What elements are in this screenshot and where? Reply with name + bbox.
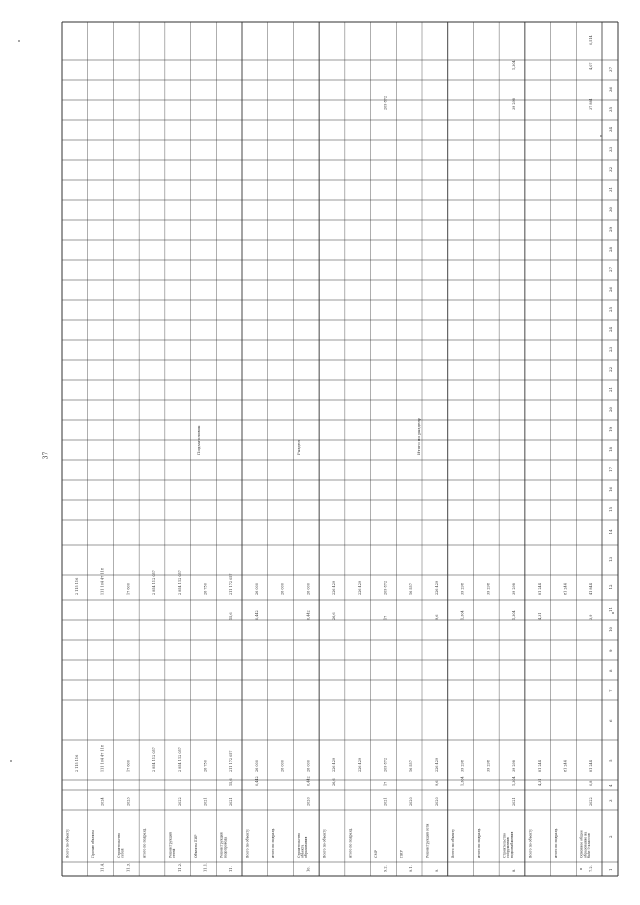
- row-name: объекта: [300, 844, 305, 858]
- row-name: сетей: [120, 848, 125, 858]
- row-number: 10.: [306, 866, 311, 872]
- column-number: 3: [608, 799, 613, 802]
- column-number: 16: [608, 486, 613, 492]
- row-name: ПИР: [399, 850, 404, 858]
- row-number: 7.2.: [589, 865, 594, 872]
- row-value-d: 2 854 112 057: [177, 570, 182, 595]
- row-value-a: 15,6: [229, 778, 234, 786]
- column-number: 34: [608, 126, 613, 132]
- row-name: сетей: [171, 848, 176, 858]
- row-year: 2023: [126, 797, 131, 806]
- page-number: 37: [42, 451, 50, 460]
- row-value-b: 2 115 116: [74, 754, 79, 772]
- row-name: Всего по объекту: [528, 828, 533, 858]
- row-value-d: 111 104 47 118: [100, 568, 105, 595]
- row-value-a: 17: [383, 781, 388, 786]
- row-year: 2020: [306, 797, 311, 806]
- column-number: 29: [608, 226, 613, 232]
- row-number: 9.2.: [383, 865, 388, 872]
- row-name: водопровода: [223, 836, 228, 858]
- row-value-a: 1,304: [512, 776, 517, 786]
- column-number: 20: [608, 406, 613, 412]
- row-value-d: 17 600: [126, 583, 131, 595]
- row-year: 2021: [203, 797, 208, 806]
- section-label: Подзаголовок: [196, 425, 201, 455]
- row-value-b: 111 104 47 118: [100, 745, 105, 772]
- row-value-right2: 4,07: [589, 62, 594, 70]
- row-value-d: 39 298: [460, 583, 465, 595]
- row-value-right1: 39 298: [512, 98, 517, 110]
- column-number: 1: [608, 868, 613, 871]
- row-year: 2020: [434, 797, 439, 806]
- row-number: 9.: [434, 868, 439, 872]
- row-value-b: 16 557: [409, 760, 414, 772]
- row-name: Всего по объекту: [451, 828, 456, 858]
- column-number: 6: [608, 719, 613, 722]
- row-year: 2024: [100, 797, 105, 806]
- row-value-c: 0,442: [254, 610, 259, 620]
- row-name: Всего по объекту: [65, 828, 70, 858]
- column-number: 31: [608, 186, 613, 192]
- row-name: базе 9 классов: [586, 833, 591, 858]
- row-number: 11.3.: [126, 862, 131, 872]
- row-value-a: 1,304: [460, 776, 465, 786]
- scan-speck: [580, 868, 582, 870]
- column-number: 4: [608, 784, 613, 787]
- column-number: 8: [608, 669, 613, 672]
- scan-speck: [10, 760, 12, 762]
- row-value-right2: 1,304: [512, 60, 517, 70]
- row-name: Основное общее: [579, 830, 584, 858]
- column-number: 14: [608, 529, 613, 535]
- row-value-c: 1,304: [460, 610, 465, 620]
- row-value-right3: 0,514: [589, 35, 594, 45]
- column-number: 7: [608, 689, 613, 692]
- row-number: 8.: [512, 868, 517, 872]
- row-value-a: 0,8: [589, 780, 594, 786]
- column-number: 11: [608, 606, 613, 612]
- row-name: Строительство: [116, 833, 121, 858]
- row-value-b: 39 298: [512, 760, 517, 772]
- column-number: 19: [608, 426, 613, 432]
- row-value-d: 16 557: [409, 583, 414, 595]
- row-name: итого по подразд.: [476, 827, 481, 858]
- row-year: 2021: [383, 797, 388, 806]
- row-value-b: 39 298: [486, 760, 491, 772]
- column-number: 27: [608, 266, 613, 272]
- row-value-d: 81 244: [563, 583, 568, 595]
- row-value-b: 2 854 112 057: [152, 747, 157, 772]
- column-number: 2: [608, 835, 613, 838]
- row-name: итого по подразд.: [348, 827, 353, 858]
- column-number: 33: [608, 146, 613, 152]
- row-name: Строительство: [296, 833, 301, 858]
- row-value-b: 81 244: [589, 760, 594, 772]
- row-value-c: 17: [383, 615, 388, 620]
- row-number: 11.2.: [177, 862, 182, 872]
- row-name: водоснабжения: [509, 831, 514, 858]
- column-number: 37: [608, 66, 613, 72]
- row-value-b: 17 600: [126, 760, 131, 772]
- column-number: 9: [608, 649, 613, 652]
- column-number: 5: [608, 759, 613, 762]
- row-value-c: 4,31: [537, 612, 542, 620]
- row-value-d: 226 429: [357, 580, 362, 595]
- row-value-d: 26 000: [254, 583, 259, 595]
- row-value-a: 0,442: [306, 776, 311, 786]
- column-number: 28: [608, 246, 613, 252]
- row-value-c: 9,6: [434, 614, 439, 620]
- column-number: 23: [608, 346, 613, 352]
- row-value-a: 4,31: [537, 778, 542, 786]
- row-name: Всего по объекту: [245, 828, 250, 858]
- row-value-d: 39 298: [512, 583, 517, 595]
- row-value-d: 211 172 057: [229, 573, 234, 595]
- row-value-b: 39 298: [460, 760, 465, 772]
- row-value-b: 81 244: [537, 760, 542, 772]
- scan-speck: [18, 40, 20, 42]
- row-value-right1: 37 881: [589, 98, 594, 110]
- row-value-a: 9,6: [434, 780, 439, 786]
- row-value-d: 226 429: [332, 580, 337, 595]
- row-value-d: 41 844: [589, 583, 594, 595]
- section-label: Раздел: [296, 440, 301, 455]
- column-number: 25: [608, 306, 613, 312]
- row-value-b: 26 000: [254, 760, 259, 772]
- row-value-b: 209 872: [383, 757, 388, 772]
- row-name: итого по подразд.: [271, 827, 276, 858]
- row-value-c: 1,304: [512, 610, 517, 620]
- row-value-b: 81 244: [563, 760, 568, 772]
- row-name: итого по подразд.: [554, 827, 558, 858]
- row-name: Реконструкция: [219, 832, 224, 858]
- row-value-a: 26,6: [332, 778, 337, 786]
- column-number: 21: [608, 386, 613, 392]
- row-name: итого по подразд.: [142, 827, 147, 858]
- row-value-d: 226 429: [434, 580, 439, 595]
- row-name: Реконструкция сети: [425, 823, 430, 858]
- row-name: Строительство: [502, 833, 507, 858]
- column-number: 36: [608, 86, 613, 92]
- row-value-right1: 209 872: [383, 95, 388, 110]
- row-value-b: 26 000: [280, 760, 285, 772]
- section-label: Итого по разделу: [416, 417, 421, 455]
- row-value-d: 39 298: [486, 583, 491, 595]
- column-number: 13: [608, 556, 613, 562]
- column-number: 30: [608, 206, 613, 212]
- row-year: 2020: [409, 797, 414, 806]
- row-value-c: 0,442: [306, 610, 311, 620]
- row-value-b: 226 429: [434, 757, 439, 772]
- row-name: Прочие объекты: [91, 830, 96, 858]
- row-name: образования: [304, 836, 309, 858]
- row-value-d: 26 000: [306, 583, 311, 595]
- row-value-c: 26,6: [332, 612, 337, 620]
- row-value-b: 226 429: [357, 757, 362, 772]
- column-number: 24: [608, 326, 613, 332]
- row-year: 2022: [177, 797, 182, 806]
- row-value-b: 2 854 112 057: [177, 747, 182, 772]
- column-number: 35: [608, 106, 613, 112]
- row-number: 9.1.: [409, 865, 414, 872]
- row-number: 11.: [229, 866, 234, 872]
- row-value-a: 0,442: [254, 776, 259, 786]
- row-value-b: 211 172 057: [229, 750, 234, 772]
- column-number: 15: [608, 506, 613, 512]
- row-value-c: 15,6: [229, 612, 234, 620]
- column-number: 18: [608, 446, 613, 452]
- row-value-d: 26 000: [280, 583, 285, 595]
- column-number: 22: [608, 366, 613, 372]
- row-number: 11.4.: [100, 862, 105, 872]
- row-value-d: 81 244: [537, 583, 542, 595]
- row-value-d: 209 872: [383, 580, 388, 595]
- row-number: 11.1.: [203, 862, 208, 872]
- row-value-b: 26 000: [306, 760, 311, 772]
- scan-speck: [612, 612, 614, 614]
- row-name: Объекты ПИР: [194, 834, 198, 858]
- column-number: 17: [608, 466, 613, 472]
- row-value-b: 26 750: [203, 760, 208, 772]
- row-year: 2021: [229, 797, 234, 806]
- row-name: СМР: [374, 850, 378, 858]
- column-number: 32: [608, 166, 613, 172]
- scan-speck: [600, 135, 602, 137]
- row-name: Всего по объекту: [322, 828, 327, 858]
- row-value-d: 2 115 116: [74, 577, 79, 595]
- column-number: 10: [608, 626, 613, 632]
- row-value-c: 3,9: [589, 614, 594, 620]
- column-number: 12: [608, 584, 613, 590]
- row-name: образование на: [583, 831, 588, 858]
- row-year: 2022: [589, 797, 594, 806]
- row-value-d: 2 854 112 057: [152, 570, 157, 595]
- row-value-d: 26 750: [203, 583, 208, 595]
- column-number: 26: [608, 286, 613, 292]
- row-year: 2021: [512, 797, 517, 806]
- row-name: Реконструкция: [168, 832, 173, 858]
- row-name: сооружения: [506, 837, 511, 858]
- row-value-b: 226 429: [332, 757, 337, 772]
